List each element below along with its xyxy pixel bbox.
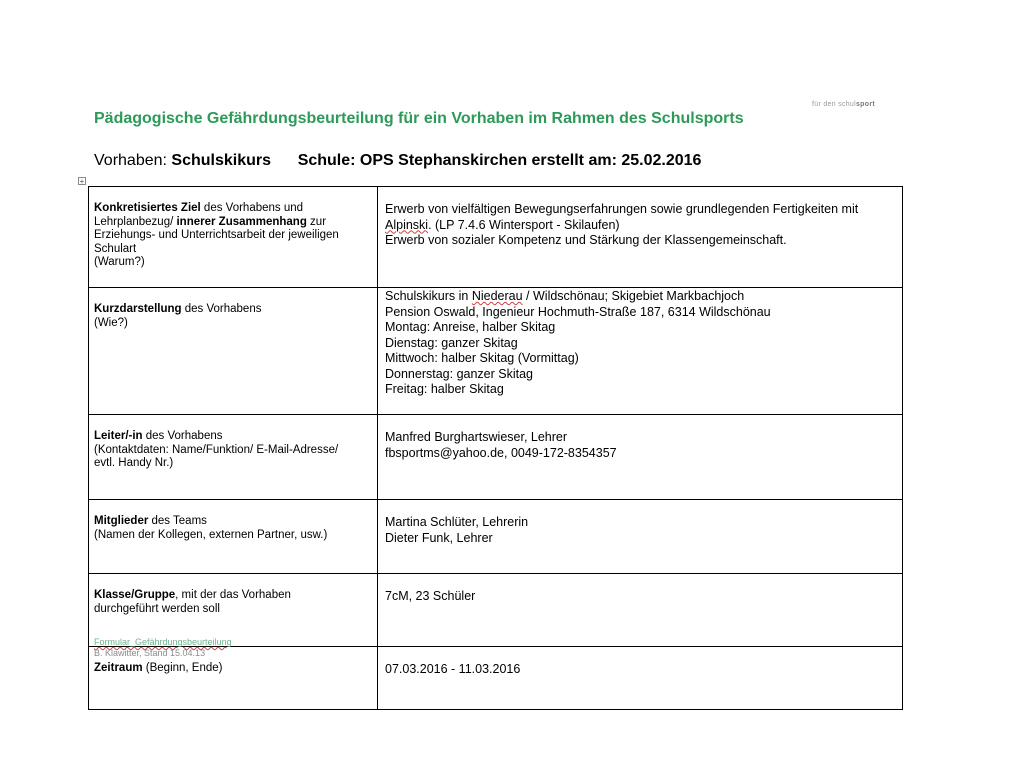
document-subtitle (94, 152, 701, 170)
value-text: / Wildschönau; Skigebiet Markbachjoch (522, 289, 745, 303)
value-line: Erwerb von vielfältigen Bewegungserfahrungen sowie grundlegenden Fertigkeiten mit (385, 202, 859, 216)
value-line: Donnerstag: ganzer Skitag (385, 366, 534, 381)
label-text: des Vorhabens (142, 430, 223, 442)
label-line: durchgeführt werden soll (94, 602, 220, 615)
row-value-leiter (378, 415, 903, 500)
schule-info: Schule: OPS Stephanskirchen erstellt am: 25.02.2016 (297, 152, 702, 169)
label-text: Lehrplanbezug/ (94, 215, 174, 228)
document-title: Pädagogische Gefährdungsbeurteilung für ein Vorhaben im Rahmen des Schulsports (94, 110, 744, 127)
value-line: Freitag: halber Skitag (385, 382, 504, 396)
label-line: evtl. Handy Nr.) (94, 457, 174, 469)
label-text: des Teams (148, 515, 207, 527)
row-label-ziel (89, 187, 378, 288)
footer-form-name: Formular_Gefährdungsbeurteilung (94, 637, 232, 647)
label-bold: Leiter/-in (94, 430, 143, 442)
table-row (89, 500, 903, 574)
value-line: Montag: Anreise, halber Skitag (385, 320, 556, 334)
table-row (89, 647, 903, 710)
footer-author: B. Klawitter, Stand 15.04.13 (94, 648, 206, 658)
value-line: fbsportms@yahoo.de, 0049-172-8354357 (385, 445, 617, 460)
vorhaben-value: Schulskikurs (171, 152, 272, 169)
label-line: Schulart (94, 242, 137, 255)
label-text: zur (306, 215, 327, 228)
row-label-kurzdarstellung (89, 288, 378, 415)
table-row (89, 574, 903, 647)
value-line: 7cM, 23 Schüler (385, 589, 476, 603)
table-row (89, 415, 903, 500)
row-label-klasse (89, 574, 378, 647)
row-label-mitglieder (89, 500, 378, 574)
label-line: Erziehungs- und Unterrichtsarbeit der jeweiligen (94, 229, 339, 241)
value-line: Pension Oswald, Ingenieur Hochmuth-Straße 187, 6314 Wildschönau (385, 304, 771, 319)
value-line: Dieter Funk, Lehrer (385, 530, 493, 545)
label-bold: innerer Zusammenhang (173, 215, 307, 228)
label-bold: Mitglieder (94, 515, 149, 527)
label-text: des Vorhabens und (200, 202, 304, 214)
label-text: , mit der das Vorhaben (175, 589, 291, 601)
row-value-kurzdarstellung (378, 288, 903, 415)
value-line: 07.03.2016 - 11.03.2016 (385, 662, 521, 676)
label-line: (Kontaktdaten: Name/Funktion/ E-Mail-Adresse/ (94, 443, 339, 456)
row-value-ziel (378, 187, 903, 288)
row-value-klasse (378, 574, 903, 647)
value-line: Mittwoch: halber Skitag (Vormittag) (385, 351, 579, 365)
value-line: Dienstag: ganzer Skitag (385, 335, 518, 350)
value-text: . (LP 7.4.6 Wintersport - Skilaufen) (428, 217, 620, 232)
label-line: (Warum?) (94, 256, 145, 268)
row-label-leiter (89, 415, 378, 500)
value-word: Alpinski (385, 217, 429, 232)
value-word: Niederau (471, 289, 523, 303)
label-bold: Zeitraum (94, 662, 143, 674)
value-line: Erwerb von sozialer Kompetenz und Stärkung der Klassengemeinschaft. (385, 233, 787, 247)
value-text: Schulskikurs in (385, 289, 472, 303)
label-bold: Konkretisiertes Ziel (94, 202, 201, 214)
brand-logo (812, 101, 875, 108)
label-text: (Beginn, Ende) (142, 662, 223, 674)
row-value-mitglieder (378, 500, 903, 574)
label-bold: Klasse/Gruppe (94, 589, 176, 601)
label-line: (Wie?) (94, 316, 128, 329)
table-row (89, 187, 903, 288)
table-move-handle-icon[interactable]: + (79, 177, 85, 186)
label-line: (Namen der Kollegen, externen Partner, usw.) (94, 528, 328, 541)
label-text: des Vorhabens (181, 303, 262, 315)
value-line: Manfred Burghartswieser, Lehrer (385, 430, 568, 444)
table-row (89, 288, 903, 415)
brand-bold: sport (855, 101, 875, 108)
row-value-zeitraum (378, 647, 903, 710)
label-bold: Kurzdarstellung (94, 303, 182, 315)
brand-prefix: für den schul (812, 101, 856, 108)
vorhaben-label: Vorhaben: (94, 152, 167, 169)
value-line: Martina Schlüter, Lehrerin (385, 515, 529, 529)
assessment-table (88, 186, 903, 710)
